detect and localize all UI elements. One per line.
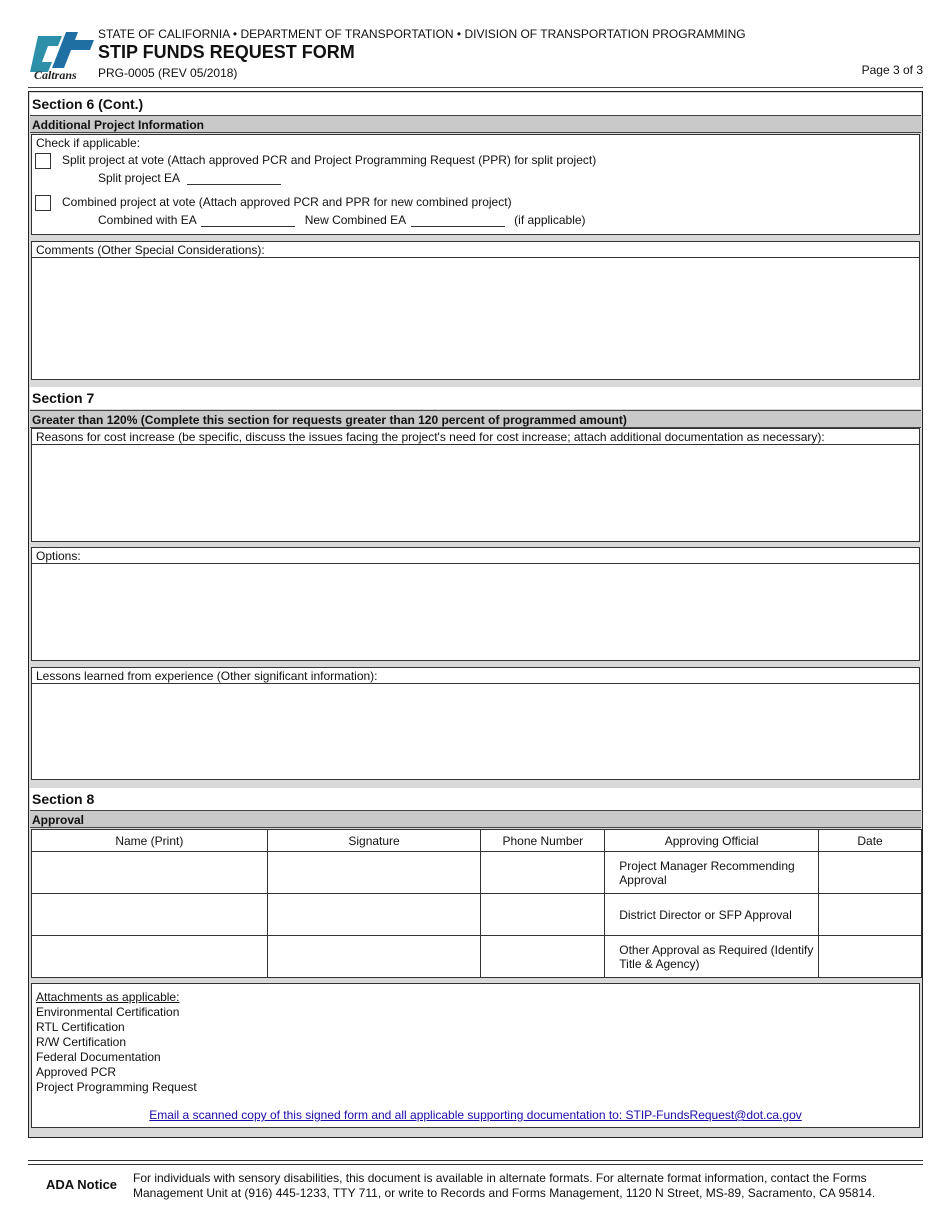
ada-notice-text: For individuals with sensory disabilities, this document is available in alternate formats. For alternate format information, contact the Forms Management Unit at (916) 445-1233, TTY 711, or write to Records and Forms Management, 1120 N Street, MS-89, Sacramento, CA 95814. [133, 1171, 876, 1200]
phone-cell[interactable] [481, 852, 605, 894]
approval-header-row [32, 830, 922, 852]
official-cell: Other Approval as Required (Identify Title & Agency) [605, 936, 819, 978]
caltrans-wordmark: Caltrans [34, 68, 77, 82]
options-box[interactable] [31, 547, 920, 661]
split-ea-label: Split project EA [98, 171, 180, 185]
section7-subtitle: Greater than 120% (Complete this section for requests greater than 120 percent of programmed amount) [30, 410, 921, 428]
list-item: Project Programming Request [36, 1080, 197, 1094]
name-cell[interactable] [32, 936, 268, 978]
split-ea-field[interactable] [187, 173, 281, 185]
table-row [32, 936, 922, 978]
phone-cell[interactable] [481, 936, 605, 978]
official-cell: Project Manager Recommending Approval [605, 852, 819, 894]
list-item: Approved PCR [36, 1065, 117, 1079]
new-combined-ea-field[interactable] [411, 215, 505, 227]
col-date-header: Date [819, 830, 922, 852]
combined-ea-row [98, 213, 658, 227]
agency-line: STATE OF CALIFORNIA • DEPARTMENT OF TRANSPORTATION • DIVISION OF TRANSPORTATION PROGRAMMING [98, 27, 746, 41]
split-project-label: Split project at vote (Attach approved PCR and Project Programming Request (PPR) for split project) [62, 153, 597, 167]
new-combined-label: New Combined EA [304, 213, 406, 227]
official-cell: District Director or SFP Approval [605, 894, 819, 936]
table-row [32, 852, 922, 894]
list-item: Environmental Certification [36, 1005, 180, 1019]
project-info-box [31, 134, 920, 235]
name-cell[interactable] [32, 852, 268, 894]
section6-title: Section 6 (Cont.) [30, 93, 921, 115]
combined-with-label: Combined with EA [98, 213, 197, 227]
signature-cell[interactable] [267, 936, 481, 978]
form-number: PRG-0005 (REV 05/2018) [98, 66, 238, 80]
list-item: R/W Certification [36, 1035, 127, 1049]
options-label: Options: [32, 548, 919, 564]
page-number: Page 3 of 3 [861, 63, 923, 77]
split-ea-row [98, 171, 281, 185]
combined-project-checkbox[interactable] [35, 195, 51, 211]
split-project-checkbox[interactable] [35, 153, 51, 169]
phone-cell[interactable] [481, 894, 605, 936]
section6-subtitle: Additional Project Information [30, 115, 921, 133]
col-name-header: Name (Print) [32, 830, 268, 852]
section8-title: Section 8 [30, 788, 921, 810]
attachments-box [31, 983, 920, 1128]
list-item: Federal Documentation [36, 1050, 161, 1064]
section7-title: Section 7 [30, 387, 921, 409]
lessons-label: Lessons learned from experience (Other significant information): [32, 668, 919, 684]
col-signature-header: Signature [267, 830, 481, 852]
reasons-box[interactable] [31, 428, 920, 542]
ada-notice-label: ADA Notice [46, 1177, 118, 1192]
reasons-label: Reasons for cost increase (be specific, discuss the issues facing the project's need for cost increase; attach additional documentation as necessary): [32, 429, 919, 445]
section8-subtitle: Approval [30, 810, 921, 828]
table-row [32, 894, 922, 936]
form-header [28, 24, 923, 86]
check-if-applicable-label: Check if applicable: [36, 136, 141, 150]
date-cell[interactable] [819, 936, 922, 978]
list-item: RTL Certification [36, 1020, 125, 1034]
email-submission-link[interactable]: Email a scanned copy of this signed form and all applicable supporting documentation to: STIP-FundsRequest@dot.ca.gov [149, 1108, 802, 1122]
header-divider [28, 87, 923, 88]
comments-box[interactable] [31, 241, 920, 380]
lessons-box[interactable] [31, 667, 920, 780]
if-applicable-label: (if applicable) [514, 213, 586, 227]
col-official-header: Approving Official [605, 830, 819, 852]
combined-with-ea-field[interactable] [201, 215, 295, 227]
form-title: STIP FUNDS REQUEST FORM [98, 42, 355, 62]
date-cell[interactable] [819, 852, 922, 894]
comments-label: Comments (Other Special Considerations): [32, 242, 919, 258]
footer-divider [28, 1164, 923, 1165]
name-cell[interactable] [32, 894, 268, 936]
col-phone-header: Phone Number [481, 830, 605, 852]
form-body [28, 91, 923, 1138]
attachments-heading: Attachments as applicable: [36, 990, 180, 1004]
date-cell[interactable] [819, 894, 922, 936]
combined-project-label: Combined project at vote (Attach approved PCR and PPR for new combined project) [62, 195, 512, 209]
signature-cell[interactable] [267, 852, 481, 894]
footer-divider [28, 1160, 923, 1161]
signature-cell[interactable] [267, 894, 481, 936]
approval-table [31, 829, 922, 978]
